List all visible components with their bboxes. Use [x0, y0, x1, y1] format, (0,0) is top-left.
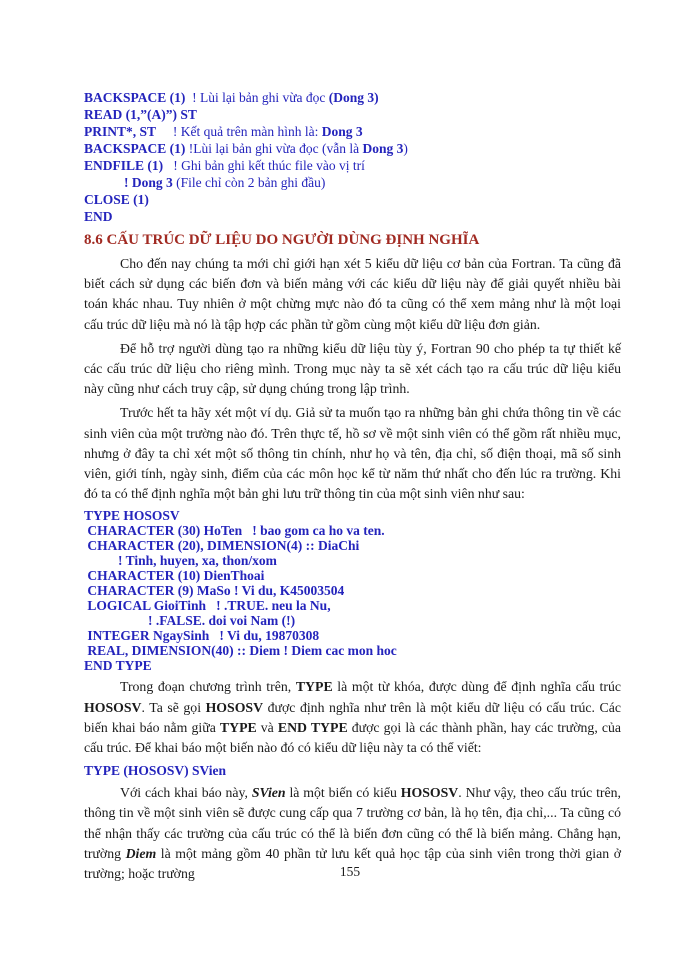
paragraph-student-record-example — [84, 403, 621, 504]
text-segment: là một từ khóa, được dùng để định nghĩa cấu trúc — [332, 679, 621, 695]
code-line — [84, 89, 621, 106]
code-line — [84, 538, 621, 553]
code-line — [84, 157, 621, 174]
text-segment: Dong 3 — [362, 141, 404, 156]
text-segment: CHARACTER (9) MaSo ! Vi du, K45003504 — [84, 583, 345, 599]
page-content — [84, 89, 621, 884]
text-segment: CLOSE (1) — [84, 192, 149, 207]
text-segment: PRINT*, ST — [84, 124, 157, 139]
text-segment: . Ta sẽ gọi — [141, 699, 206, 715]
code-line — [84, 208, 621, 225]
code-line — [84, 523, 621, 538]
text-segment: Cho đến nay chúng ta mới chỉ giới hạn xét 5 kiểu dữ liệu cơ bản của Fortran. Ta cũng đã biết cách sử dụng các biến đơn và biến mảng với các kiểu dữ liệu này để giải quyết nhiều bài toán khác nhau. Tuy nhiên ở một chừng mực nào đó ta cũng có thể xem mảng như là một loại cấu trúc dữ liệu mà nó là tập hợp các phần tử gồm cùng một kiểu dữ liệu đơn giản. — [84, 256, 621, 332]
text-segment: ! .FALSE. doi voi Nam (!) — [148, 613, 296, 629]
text-segment: HOSOSV — [84, 699, 142, 715]
text-segment: BACKSPACE (1) — [84, 90, 186, 105]
fortran-type-definition-block — [84, 508, 621, 673]
text-segment: Trước hết ta hãy xét một ví dụ. Giả sử ta muốn tạo ra những bản ghi chứa thông tin về các sinh viên của một trường nào đó. Trên thực tế, hồ sơ về một sinh viên có thể gồm rất nhiều mục, nhưng ở đây ta chỉ xét một số thông tin chính, như họ và tên, địa chỉ, số điện thoại, mã số sinh viên, giới tính, ngày sinh, điểm của các môn học kể từ năm thứ nhất cho đến lúc ra trường. Khi đó ta có thể định nghĩa một bản ghi lưu trữ thông tin của một sinh viên như sau: — [84, 405, 621, 502]
text-segment: Dong 3 — [321, 124, 363, 139]
paragraph-intro-datatypes — [84, 254, 621, 335]
text-segment: TYPE — [295, 679, 333, 695]
text-segment: END TYPE — [84, 658, 152, 674]
text-segment: ! Dong 3 — [124, 175, 177, 190]
text-segment: INTEGER NgaySinh ! Vi du, 19870308 — [84, 628, 320, 644]
type-declaration-line: TYPE (HOSOSV) SVien — [84, 763, 227, 779]
text-segment: CHARACTER (30) HoTen ! bao gom ca ho va ten. — [84, 523, 385, 539]
code-line — [84, 191, 621, 208]
text-segment: Để hỗ trợ người dùng tạo ra những kiểu dữ liệu tùy ý, Fortran 90 cho phép ta tự thiết kế các cấu trúc dữ liệu cho riêng mình. Trong mục này ta sẽ xét cách tạo ra cấu trúc dữ liệu kiểu này cũng như cách truy cập, sử dụng chúng trong lập trình. — [84, 340, 621, 397]
code-line — [84, 628, 621, 643]
text-segment: !Lùi lại bản ghi vừa đọc (vẫn là — [185, 141, 363, 156]
code-line — [84, 658, 621, 673]
text-segment: ! Kết quả trên màn hình là: — [156, 124, 322, 139]
code-line — [84, 568, 621, 583]
text-segment: và — [256, 719, 278, 735]
code-line — [84, 174, 621, 191]
text-segment: END TYPE — [277, 719, 348, 735]
code-line — [84, 583, 621, 598]
text-segment: CHARACTER (10) DienThoai — [84, 568, 265, 584]
code-line — [84, 508, 621, 523]
fortran-code-block-file-ops — [84, 89, 621, 225]
code-line — [84, 106, 621, 123]
text-segment: được gọi là các thành phần, hay các trường, của cấu trúc. Để khai báo một biến nào đó có kiểu dữ liệu này ta có thể viết: — [84, 719, 621, 756]
code-line — [84, 140, 621, 157]
text-segment: ! Lùi lại bản ghi vừa đọc — [185, 90, 329, 105]
text-segment: ENDFILE (1) — [84, 158, 164, 173]
text-segment: là một mảng gồm 40 phần tử lưu kết quả học tập của sinh viên trong thời gian ở trường; hoặc trường — [84, 845, 621, 882]
text-segment: được định nghĩa như trên là một kiểu dữ liệu có cấu trúc. Các biến khai báo nằm giữa — [84, 699, 621, 735]
text-segment: . Như vậy, theo cấu trúc trên, thông tin về một sinh viên sẽ được cung cấp qua 7 trường cơ bản, là họ tên, địa chỉ,... Ta cũng có thể nhận thấy các trường của cấu trúc có thể là biến đơn cũng có thể là biến mảng. Chẳng hạn, trường — [84, 785, 621, 861]
text-segment: Trong đoạn chương trình trên, — [120, 679, 296, 695]
text-segment: HOSOSV — [205, 699, 264, 715]
text-segment: HOSOSV — [400, 785, 459, 801]
text-segment: READ (1,”(A)”) ST — [84, 107, 197, 122]
text-segment: là một biến có kiểu — [285, 785, 401, 801]
text-segment: CHARACTER (20), DIMENSION(4) :: DiaChi — [84, 538, 360, 554]
text-segment: ) — [403, 141, 408, 156]
code-line — [84, 123, 621, 140]
text-segment: Diem — [125, 845, 157, 861]
paragraph-fortran90-structures — [84, 339, 621, 400]
text-segment: Với cách khai báo này, — [120, 785, 252, 801]
page-number: 155 — [339, 864, 361, 879]
paragraph-type-keyword-explanation — [84, 677, 621, 758]
text-segment: (File chỉ còn 2 bản ghi đầu) — [176, 175, 326, 190]
code-line — [84, 643, 621, 658]
text-segment: ! Ghi bản ghi kết thúc file vào vị trí — [163, 158, 365, 173]
text-segment: (Dong 3) — [328, 90, 379, 105]
text-segment: REAL, DIMENSION(40) :: Diem ! Diem cac mon hoc — [84, 643, 397, 659]
text-segment: TYPE — [219, 719, 257, 735]
text-segment: ! Tinh, huyen, xa, thon/xom — [118, 553, 277, 569]
code-line — [84, 553, 621, 568]
section-heading: 8.6 CẤU TRÚC DỮ LIỆU DO NGƯỜI DÙNG ĐỊNH NGHĨA — [84, 232, 480, 248]
text-segment: SVien — [251, 785, 286, 801]
code-line — [84, 613, 621, 628]
text-segment: TYPE HOSOSV — [84, 508, 180, 524]
text-segment: END — [84, 209, 113, 224]
text-segment: BACKSPACE (1) — [84, 141, 186, 156]
text-segment: LOGICAL GioiTinh ! .TRUE. neu la Nu, — [84, 598, 331, 614]
code-line — [84, 598, 621, 613]
